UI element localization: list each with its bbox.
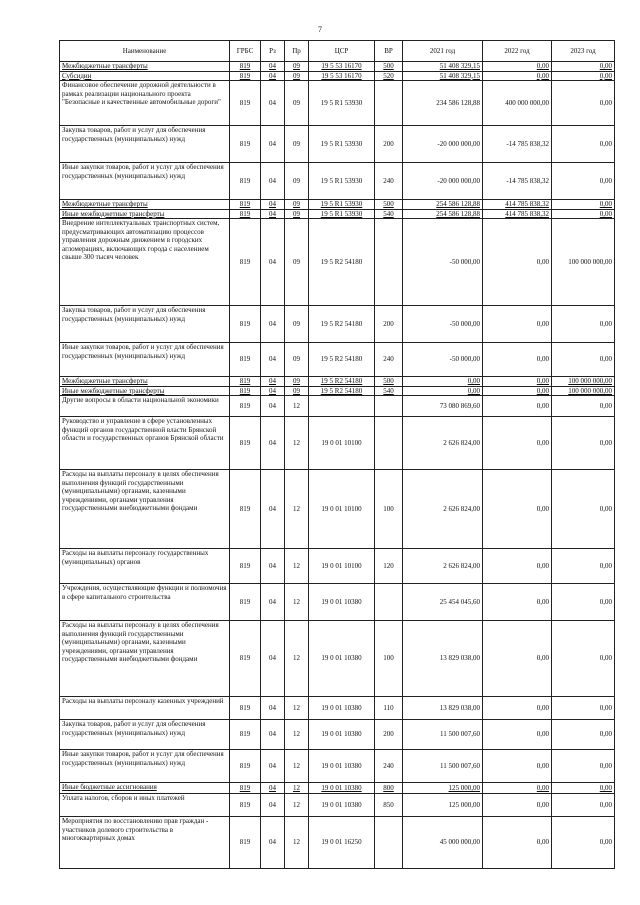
rz-cell: 04 [261, 126, 285, 163]
vr-cell: 100 [375, 470, 403, 549]
pr-cell: 12 [285, 794, 309, 817]
table-row [60, 396, 615, 417]
amount-2021-cell: 125 000,00 [403, 794, 483, 817]
csr-cell: 19 5 R1 53930 [309, 163, 375, 200]
vr-cell [375, 219, 403, 306]
table-row [60, 720, 615, 750]
table-row [60, 71, 615, 81]
amount-2023-cell: 100 000 000,00 [552, 377, 615, 387]
csr-cell [309, 396, 375, 417]
amount-2021-cell: 13 829 038,00 [403, 621, 483, 697]
grbs-cell: 819 [230, 783, 261, 794]
amount-2023-cell: 0,00 [552, 720, 615, 750]
row-name: Иные закупки товаров, работ и услуг для обеспечения государственных (муниципальных) нужд [60, 750, 230, 783]
amount-2023-cell: 0,00 [552, 697, 615, 720]
csr-cell: 19 5 R1 53930 [309, 200, 375, 210]
amount-2022-cell: 0,00 [483, 549, 552, 584]
vr-cell: 850 [375, 794, 403, 817]
csr-cell: 19 0 01 10380 [309, 584, 375, 621]
grbs-cell: 819 [230, 343, 261, 377]
amount-2023-cell: 0,00 [552, 343, 615, 377]
amount-2021-cell: -50 000,00 [403, 306, 483, 343]
grbs-cell: 819 [230, 386, 261, 396]
budget-table [59, 40, 615, 869]
table-row [60, 697, 615, 720]
amount-2022-cell: 0,00 [483, 621, 552, 697]
amount-2021-cell: 45 000 000,00 [403, 817, 483, 869]
pr-cell: 12 [285, 720, 309, 750]
row-name: Иные закупки товаров, работ и услуг для обеспечения государственных (муниципальных) нужд [60, 163, 230, 200]
amount-2022-cell: 0,00 [483, 62, 552, 72]
csr-cell: 19 5 R1 53930 [309, 126, 375, 163]
amount-2022-cell: 0,00 [483, 306, 552, 343]
rz-cell: 04 [261, 697, 285, 720]
row-name: Финансовое обеспечение дорожной деятельности в рамках реализации национального проекта "Безопасные и качественные автомобильные дороги" [60, 81, 230, 126]
amount-2023-cell: 0,00 [552, 621, 615, 697]
rz-cell: 04 [261, 817, 285, 869]
rz-cell: 04 [261, 621, 285, 697]
amount-2021-cell: 11 500 007,60 [403, 750, 483, 783]
rz-cell: 04 [261, 417, 285, 470]
table-row [60, 549, 615, 584]
table-row [60, 219, 615, 306]
amount-2022-cell: 0,00 [483, 697, 552, 720]
pr-cell: 09 [285, 377, 309, 387]
pr-cell: 12 [285, 817, 309, 869]
csr-cell: 19 5 R2 54180 [309, 306, 375, 343]
row-name: Руководство и управление в сфере установленных функций органов государственной власти Брянской области и государственных органов Брянской области [60, 417, 230, 470]
vr-cell: 100 [375, 621, 403, 697]
amount-2021-cell: 0,00 [403, 377, 483, 387]
amount-2022-cell: 0,00 [483, 750, 552, 783]
row-name: Уплата налогов, сборов и иных платежей [60, 794, 230, 817]
pr-cell: 09 [285, 200, 309, 210]
amount-2022-cell: 0,00 [483, 386, 552, 396]
grbs-cell: 819 [230, 470, 261, 549]
csr-cell: 19 0 01 10100 [309, 417, 375, 470]
rz-cell: 04 [261, 470, 285, 549]
pr-cell: 12 [285, 584, 309, 621]
amount-2021-cell: 125 000,00 [403, 783, 483, 794]
pr-cell: 12 [285, 621, 309, 697]
csr-cell: 19 0 01 10100 [309, 549, 375, 584]
amount-2023-cell: 0,00 [552, 62, 615, 72]
amount-2023-cell: 0,00 [552, 549, 615, 584]
row-name: Расходы на выплаты персоналу государственных (муниципальных) органов [60, 549, 230, 584]
csr-cell: 19 5 R2 54180 [309, 219, 375, 306]
column-header-vr: ВР [375, 41, 403, 62]
csr-cell: 19 0 01 10380 [309, 697, 375, 720]
rz-cell: 04 [261, 783, 285, 794]
column-header-2023: 2023 год [552, 41, 615, 62]
amount-2023-cell: 0,00 [552, 81, 615, 126]
vr-cell: 200 [375, 306, 403, 343]
amount-2022-cell: 0,00 [483, 219, 552, 306]
amount-2021-cell: 73 080 869,60 [403, 396, 483, 417]
amount-2021-cell: 51 408 329,15 [403, 71, 483, 81]
amount-2022-cell: 0,00 [483, 377, 552, 387]
rz-cell: 04 [261, 720, 285, 750]
grbs-cell: 819 [230, 584, 261, 621]
pr-cell: 09 [285, 163, 309, 200]
pr-cell: 12 [285, 417, 309, 470]
amount-2022-cell: 414 785 838,32 [483, 209, 552, 219]
row-name: Субсидии [60, 71, 230, 81]
amount-2021-cell: -20 000 000,00 [403, 163, 483, 200]
grbs-cell: 819 [230, 621, 261, 697]
csr-cell: 19 5 R1 53930 [309, 81, 375, 126]
row-name: Закупка товаров, работ и услуг для обеспечения государственных (муниципальных) нужд [60, 126, 230, 163]
row-name: Расходы на выплаты персоналу казенных учреждений [60, 697, 230, 720]
amount-2021-cell: 51 408 329,15 [403, 62, 483, 72]
column-header-rz: Рз [261, 41, 285, 62]
column-header-csr: ЦСР [309, 41, 375, 62]
amount-2021-cell: 2 626 824,00 [403, 549, 483, 584]
table-header-row [60, 41, 615, 62]
page-number: 7 [318, 25, 322, 34]
pr-cell: 09 [285, 71, 309, 81]
grbs-cell: 819 [230, 163, 261, 200]
amount-2022-cell: 0,00 [483, 794, 552, 817]
csr-cell: 19 0 01 10380 [309, 794, 375, 817]
row-name: Межбюджетные трансферты [60, 200, 230, 210]
grbs-cell: 819 [230, 377, 261, 387]
table-row [60, 817, 615, 869]
grbs-cell: 819 [230, 62, 261, 72]
row-name: Учреждения, осуществляющие функции и полномочия в сфере капитального строительства [60, 584, 230, 621]
table-row [60, 81, 615, 126]
table-row [60, 794, 615, 817]
csr-cell: 19 0 01 10380 [309, 750, 375, 783]
vr-cell [375, 417, 403, 470]
row-name: Иные бюджетные ассигнования [60, 783, 230, 794]
amount-2021-cell: 254 586 128,88 [403, 200, 483, 210]
column-header-pr: Пр [285, 41, 309, 62]
amount-2023-cell: 0,00 [552, 417, 615, 470]
amount-2023-cell: 0,00 [552, 817, 615, 869]
csr-cell: 19 5 53 16170 [309, 62, 375, 72]
amount-2023-cell: 0,00 [552, 200, 615, 210]
table-row [60, 209, 615, 219]
rz-cell: 04 [261, 794, 285, 817]
grbs-cell: 819 [230, 209, 261, 219]
amount-2022-cell: 0,00 [483, 470, 552, 549]
amount-2021-cell: 254 586 128,88 [403, 209, 483, 219]
row-name: Закупка товаров, работ и услуг для обеспечения государственных (муниципальных) нужд [60, 306, 230, 343]
vr-cell: 110 [375, 697, 403, 720]
amount-2021-cell: -20 000 000,00 [403, 126, 483, 163]
table-row [60, 343, 615, 377]
vr-cell: 500 [375, 377, 403, 387]
amount-2023-cell: 0,00 [552, 306, 615, 343]
row-name: Другие вопросы в области национальной экономики [60, 396, 230, 417]
amount-2022-cell: 0,00 [483, 817, 552, 869]
csr-cell: 19 0 01 10380 [309, 720, 375, 750]
vr-cell [375, 584, 403, 621]
amount-2022-cell: -14 785 838,32 [483, 126, 552, 163]
pr-cell: 12 [285, 470, 309, 549]
column-header-2021: 2021 год [403, 41, 483, 62]
table-row [60, 584, 615, 621]
amount-2021-cell: 13 829 038,00 [403, 697, 483, 720]
vr-cell: 200 [375, 126, 403, 163]
amount-2022-cell: 400 000 000,00 [483, 81, 552, 126]
row-name: Мероприятия по восстановлению прав граждан - участников долевого строительства в многоквартирных домах [60, 817, 230, 869]
rz-cell: 04 [261, 549, 285, 584]
csr-cell: 19 5 53 16170 [309, 71, 375, 81]
column-header-name: Наименование [60, 41, 230, 62]
amount-2022-cell: 0,00 [483, 720, 552, 750]
amount-2022-cell: 0,00 [483, 783, 552, 794]
vr-cell: 800 [375, 783, 403, 794]
csr-cell: 19 0 01 16250 [309, 817, 375, 869]
table-row [60, 417, 615, 470]
vr-cell: 520 [375, 71, 403, 81]
rz-cell: 04 [261, 81, 285, 126]
rz-cell: 04 [261, 209, 285, 219]
pr-cell: 09 [285, 126, 309, 163]
row-name: Иные межбюджетные трансферты [60, 209, 230, 219]
amount-2023-cell: 0,00 [552, 71, 615, 81]
amount-2023-cell: 100 000 000,00 [552, 386, 615, 396]
rz-cell: 04 [261, 71, 285, 81]
amount-2023-cell: 0,00 [552, 209, 615, 219]
amount-2023-cell: 0,00 [552, 584, 615, 621]
amount-2023-cell: 0,00 [552, 396, 615, 417]
rz-cell: 04 [261, 163, 285, 200]
csr-cell: 19 5 R2 54180 [309, 377, 375, 387]
column-header-grbs: ГРБС [230, 41, 261, 62]
rz-cell: 04 [261, 377, 285, 387]
vr-cell: 500 [375, 62, 403, 72]
amount-2022-cell: -14 785 838,32 [483, 163, 552, 200]
pr-cell: 09 [285, 386, 309, 396]
amount-2022-cell: 0,00 [483, 584, 552, 621]
amount-2023-cell: 0,00 [552, 126, 615, 163]
table-row [60, 126, 615, 163]
rz-cell: 04 [261, 200, 285, 210]
table-row [60, 750, 615, 783]
rz-cell: 04 [261, 62, 285, 72]
row-name: Межбюджетные трансферты [60, 62, 230, 72]
row-name: Закупка товаров, работ и услуг для обеспечения государственных (муниципальных) нужд [60, 720, 230, 750]
vr-cell: 120 [375, 549, 403, 584]
grbs-cell: 819 [230, 71, 261, 81]
amount-2022-cell: 0,00 [483, 396, 552, 417]
pr-cell: 09 [285, 343, 309, 377]
amount-2021-cell: 11 500 007,60 [403, 720, 483, 750]
amount-2021-cell: -50 000,00 [403, 219, 483, 306]
csr-cell: 19 5 R1 53930 [309, 209, 375, 219]
table-row [60, 386, 615, 396]
pr-cell: 12 [285, 750, 309, 783]
csr-cell: 19 5 R2 54180 [309, 343, 375, 377]
grbs-cell: 819 [230, 396, 261, 417]
vr-cell: 240 [375, 163, 403, 200]
row-name: Внедрение интеллектуальных транспортных систем, предусматривающих автоматизацию процессов управления дорожным движением в городских агломерациях, включающих города с населением свыше 300 тысяч человек [60, 219, 230, 306]
grbs-cell: 819 [230, 794, 261, 817]
amount-2021-cell: 2 626 824,00 [403, 417, 483, 470]
table-row [60, 200, 615, 210]
vr-cell [375, 396, 403, 417]
amount-2023-cell: 0,00 [552, 783, 615, 794]
amount-2022-cell: 0,00 [483, 343, 552, 377]
grbs-cell: 819 [230, 306, 261, 343]
grbs-cell: 819 [230, 750, 261, 783]
amount-2023-cell: 0,00 [552, 470, 615, 549]
amount-2022-cell: 0,00 [483, 417, 552, 470]
csr-cell: 19 0 01 10380 [309, 621, 375, 697]
pr-cell: 09 [285, 81, 309, 126]
vr-cell: 500 [375, 200, 403, 210]
amount-2023-cell: 0,00 [552, 163, 615, 200]
grbs-cell: 819 [230, 126, 261, 163]
pr-cell: 12 [285, 697, 309, 720]
grbs-cell: 819 [230, 417, 261, 470]
grbs-cell: 819 [230, 817, 261, 869]
table-row [60, 62, 615, 72]
table-row [60, 377, 615, 387]
pr-cell: 09 [285, 209, 309, 219]
amount-2023-cell: 100 000 000,00 [552, 219, 615, 306]
table-row [60, 306, 615, 343]
rz-cell: 04 [261, 750, 285, 783]
row-name: Иные закупки товаров, работ и услуг для обеспечения государственных (муниципальных) нужд [60, 343, 230, 377]
amount-2021-cell: -50 000,00 [403, 343, 483, 377]
grbs-cell: 819 [230, 720, 261, 750]
amount-2021-cell: 0,00 [403, 386, 483, 396]
vr-cell: 540 [375, 209, 403, 219]
pr-cell: 09 [285, 306, 309, 343]
rz-cell: 04 [261, 306, 285, 343]
pr-cell: 12 [285, 549, 309, 584]
csr-cell: 19 0 01 10100 [309, 470, 375, 549]
grbs-cell: 819 [230, 697, 261, 720]
pr-cell: 09 [285, 62, 309, 72]
pr-cell: 12 [285, 783, 309, 794]
rz-cell: 04 [261, 396, 285, 417]
table-row [60, 783, 615, 794]
rz-cell: 04 [261, 584, 285, 621]
amount-2021-cell: 25 454 045,60 [403, 584, 483, 621]
amount-2021-cell: 234 586 128,88 [403, 81, 483, 126]
rz-cell: 04 [261, 343, 285, 377]
grbs-cell: 819 [230, 549, 261, 584]
column-header-2022: 2022 год [483, 41, 552, 62]
vr-cell: 200 [375, 720, 403, 750]
amount-2022-cell: 414 785 838,32 [483, 200, 552, 210]
row-name: Расходы на выплаты персоналу в целях обеспечения выполнения функций государственными (муниципальными) органами, казенными учреждениями, органами управления государственными внебюджетными фондами [60, 621, 230, 697]
grbs-cell: 819 [230, 81, 261, 126]
amount-2023-cell: 0,00 [552, 750, 615, 783]
pr-cell: 12 [285, 396, 309, 417]
table-row [60, 470, 615, 549]
vr-cell: 240 [375, 343, 403, 377]
pr-cell: 09 [285, 219, 309, 306]
table-row [60, 163, 615, 200]
table-row [60, 621, 615, 697]
grbs-cell: 819 [230, 219, 261, 306]
csr-cell: 19 5 R2 54180 [309, 386, 375, 396]
vr-cell [375, 817, 403, 869]
row-name: Межбюджетные трансферты [60, 377, 230, 387]
vr-cell: 540 [375, 386, 403, 396]
amount-2023-cell: 0,00 [552, 794, 615, 817]
row-name: Расходы на выплаты персоналу в целях обеспечения выполнения функций государственными (муниципальными) органами, казенными учреждениями, органами управления государственными внебюджетными фондами [60, 470, 230, 549]
amount-2022-cell: 0,00 [483, 71, 552, 81]
row-name: Иные межбюджетные трансферты [60, 386, 230, 396]
rz-cell: 04 [261, 386, 285, 396]
grbs-cell: 819 [230, 200, 261, 210]
rz-cell: 04 [261, 219, 285, 306]
csr-cell: 19 0 01 10380 [309, 783, 375, 794]
amount-2021-cell: 2 626 824,00 [403, 470, 483, 549]
vr-cell [375, 81, 403, 126]
vr-cell: 240 [375, 750, 403, 783]
